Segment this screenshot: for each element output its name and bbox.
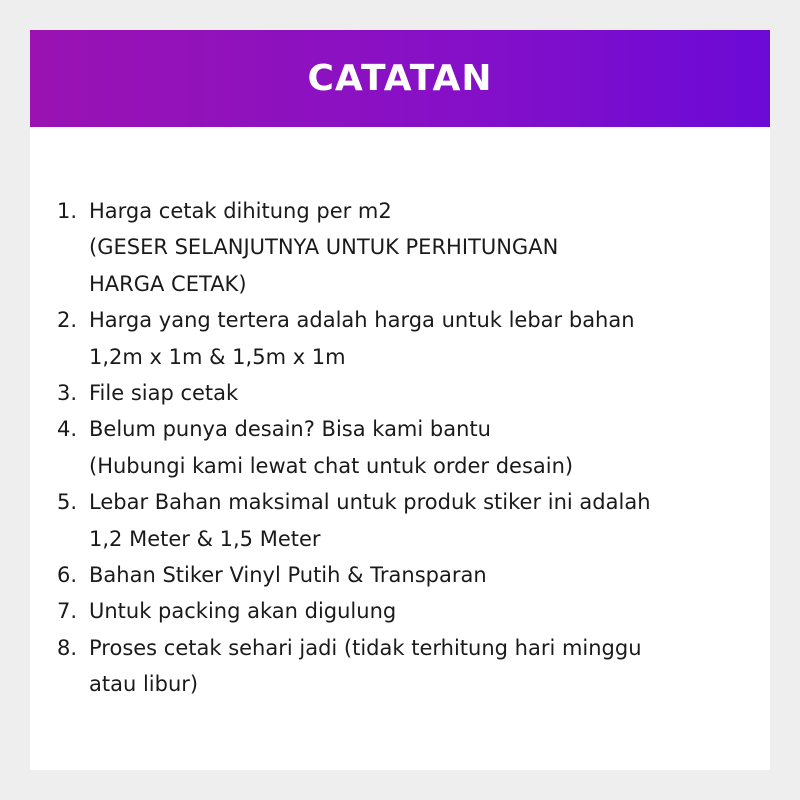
note-line: (Hubungi kami lewat chat untuk order desain) (89, 453, 574, 478)
note-line: Untuk packing akan digulung (89, 599, 397, 624)
page-title: CATATAN (307, 58, 493, 99)
note-line: Lebar Bahan maksimal untuk produk stiker ini adalah (89, 490, 651, 515)
note-line: 1,2 Meter & 1,5 Meter (89, 526, 321, 551)
note-number: 5. (57, 490, 78, 515)
note-number: 3. (57, 381, 78, 406)
note-line: Bahan Stiker Vinyl Putih & Transparan (89, 563, 487, 588)
note-line: (GESER SELANJUTNYA UNTUK PERHITUNGAN (89, 235, 559, 260)
note-item-3 (57, 375, 757, 411)
note-item-5 (57, 484, 757, 557)
note-line: 1,2m x 1m & 1,5m x 1m (89, 344, 346, 369)
note-line: Harga cetak dihitung per m2 (89, 199, 392, 223)
note-item-7 (57, 593, 757, 629)
note-line: HARGA CETAK) (89, 271, 247, 296)
note-item-1 (57, 193, 757, 302)
notes-card (30, 30, 770, 770)
note-line: atau libur) (89, 672, 199, 697)
note-number: 7. (57, 599, 78, 624)
note-line: Proses cetak sehari jadi (tidak terhitung hari minggu (89, 635, 642, 660)
note-item-6 (57, 557, 757, 593)
note-number: 8. (57, 635, 78, 660)
note-item-8 (57, 630, 757, 703)
note-line: Belum punya desain? Bisa kami bantu (89, 417, 491, 442)
header-banner (30, 30, 770, 127)
note-number: 6. (57, 563, 78, 588)
notes-list (57, 193, 757, 703)
note-item-2 (57, 302, 757, 375)
note-item-4 (57, 411, 757, 484)
note-line: Harga yang tertera adalah harga untuk lebar bahan (89, 308, 635, 333)
note-number: 1. (57, 199, 78, 223)
note-number: 2. (57, 308, 78, 333)
note-number: 4. (57, 417, 78, 442)
note-line: File siap cetak (89, 381, 239, 406)
